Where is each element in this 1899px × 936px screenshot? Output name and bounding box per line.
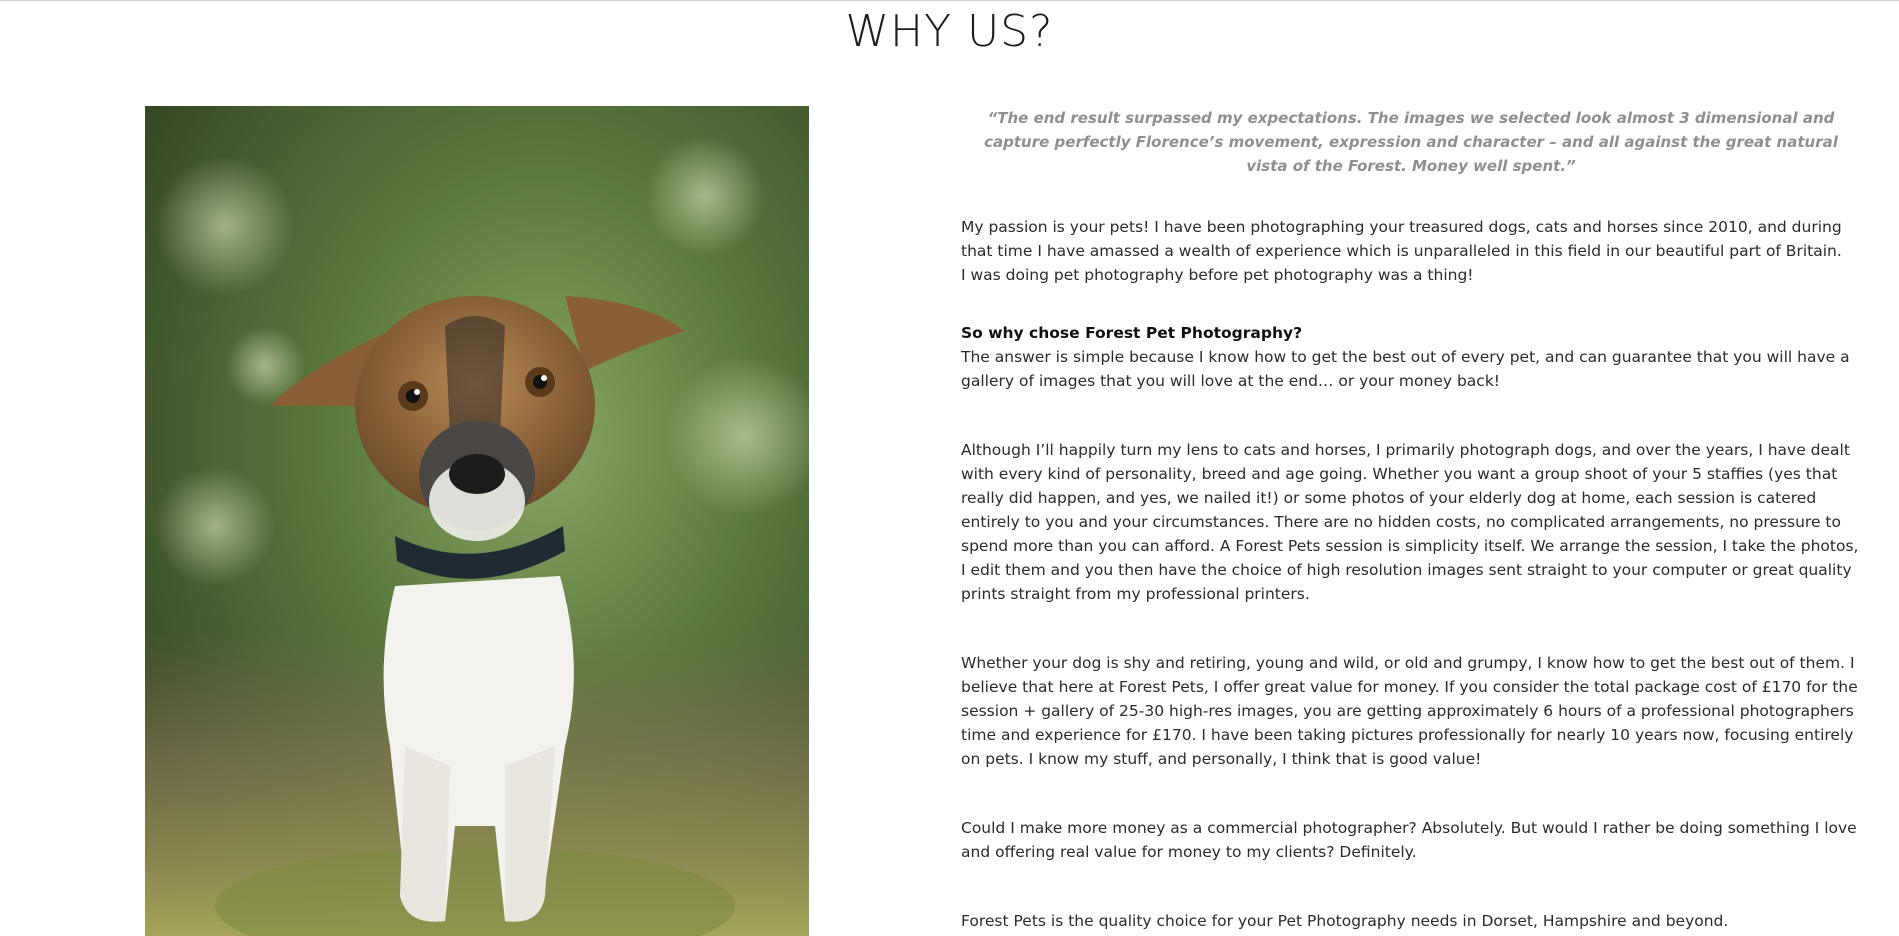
approach-paragraph: Although I’ll happily turn my lens to cats and horses, I primarily photograph dogs, and over the years, I have dealt with every kind of personality, breed and age going. Whether you want a group shoot of your 5 staffies (yes that really did happen, and yes, we nailed it!) or some photos of your elderly dog at home, each session is catered entirely to you and your circumstances. There are no hidden costs, no complicated arrangements, no pressure to spend more than you can afford. A Forest Pets session is simplicity itself. We arrange the session, I take the photos, I edit them and you then have the choice of high resolution images sent straight to your computer or great quality prints straight from my professional printers. [961, 441, 1859, 603]
page-title: WHY US? [845, 6, 1054, 57]
money-paragraph: Could I make more money as a commercial photographer? Absolutely. But would I rather be doing something I love and offering real value for money to my clients? Definitely. [961, 819, 1857, 861]
closing-paragraph: Forest Pets is the quality choice for your Pet Photography needs in Dorset, Hampshire and beyond. [961, 912, 1729, 930]
value-paragraph: Whether your dog is shy and retiring, young and wild, or old and grumpy, I know how to get the best out of them. I believe that here at Forest Pets, I offer great value for money. If you consider the total package cost of £170 for the session + gallery of 25-30 high-res images, you are getting approximately 6 hours of a professional photographers time and experience for £170. I have been taking pictures professionally for nearly 10 years now, focusing entirely on pets. I know my stuff, and personally, I think that is good value! [961, 654, 1858, 768]
intro-paragraph: My passion is your pets! I have been photographing your treasured dogs, cats and horses since 2010, and during that time I have amassed a wealth of experience which is unparalleled in this field in our beautiful part of Britain. [961, 218, 1842, 260]
intro-line-2: I was doing pet photography before pet photography was a thing! [961, 266, 1474, 284]
why-choose-heading: So why chose Forest Pet Photography? [961, 324, 1303, 342]
answer-paragraph: The answer is simple because I know how to get the best out of every pet, and can guarantee that you will have a gallery of images that you will love at the end… or your money back! [961, 348, 1850, 390]
top-divider [0, 0, 1899, 1]
dog-photo [145, 106, 809, 936]
why-us-content [961, 106, 1861, 933]
testimonial-quote: “The end result surpassed my expectations. The images we selected look almost 3 dimensional and capture perfectly Florence’s movement, expression and character – and all against the great natural vista of the Forest. Money well spent.” [984, 109, 1838, 175]
dog-illustration [145, 106, 809, 936]
